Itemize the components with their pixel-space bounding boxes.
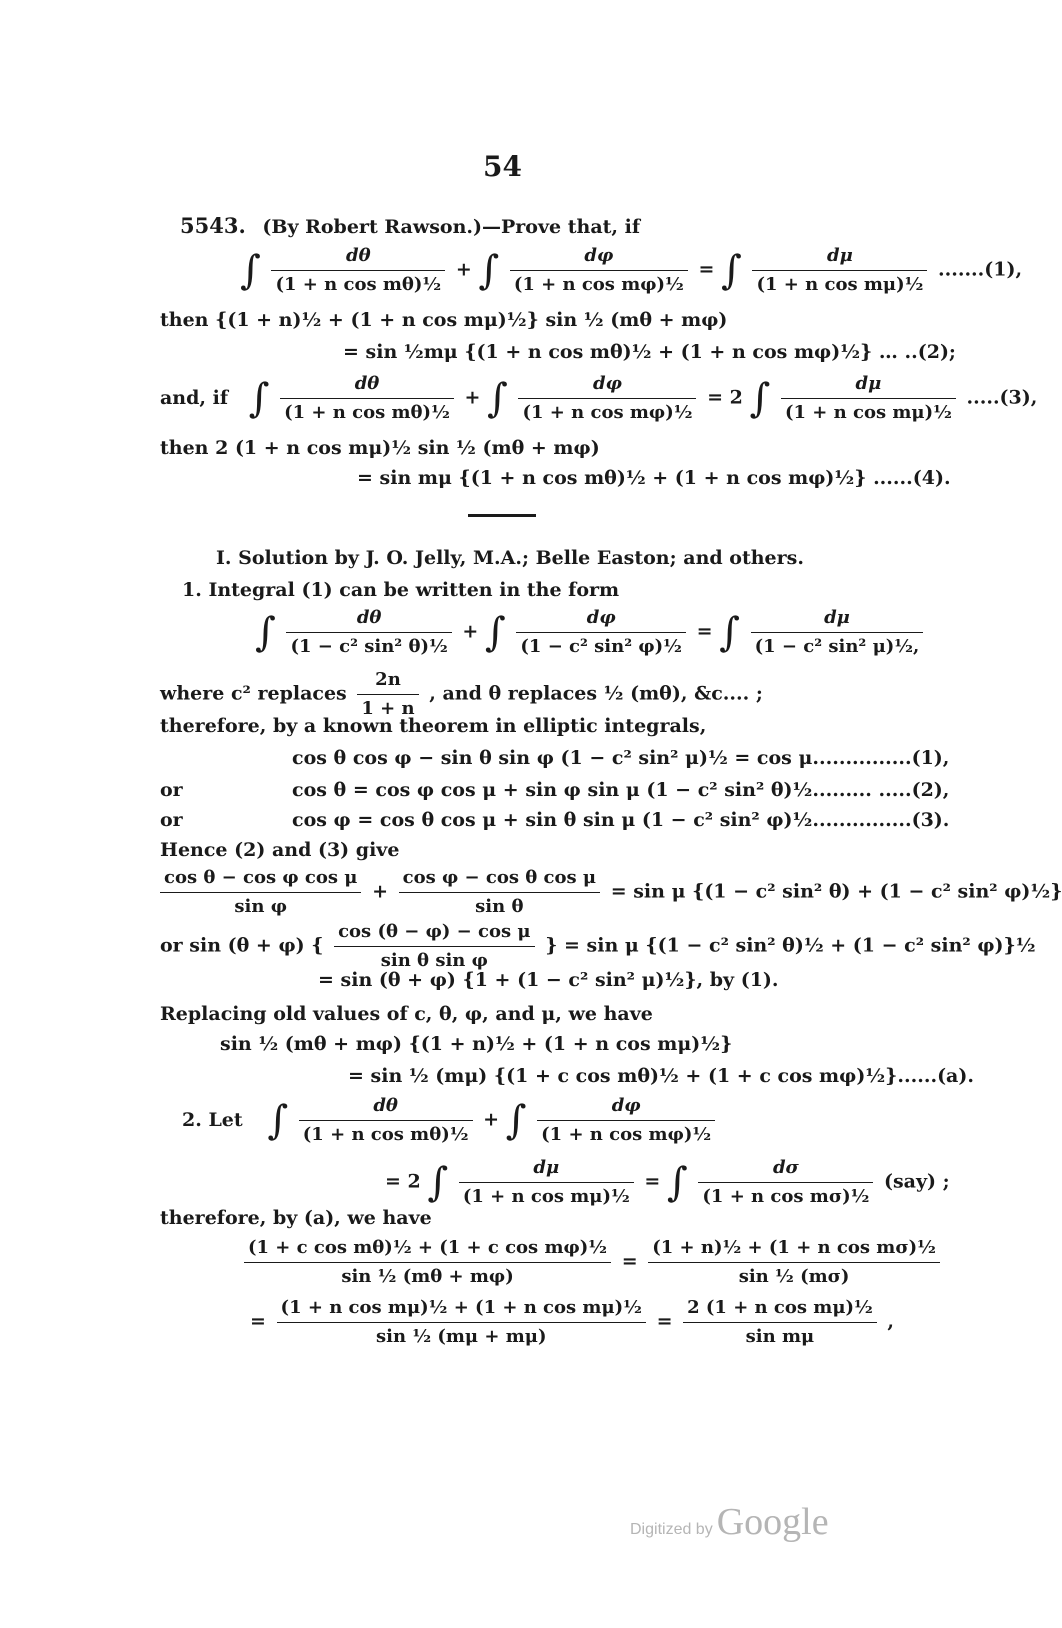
fraction: $\frac{\text{2 (1 + n cos mμ)½}}{\text{sin mμ}}$: [683, 1296, 877, 1349]
equation-3: and, if ∫ $\frac{d\theta}{\text{(1 + n cos mθ)½}}$ + ∫ $\frac{d\varphi}{\text{(1 + n cos mφ)½}}$ = 2 ∫ $\frac{d\mu}{\text{(1 + n cos mμ)½}}$ .....(3),: [160, 373, 1038, 423]
theorem-eq-1: cos θ cos φ − sin θ sin φ (1 − c² sin² μ)½ = cos μ...............(1),: [292, 747, 950, 769]
fraction: $\frac{d\theta}{\text{(1 + n cos mθ)½}}$: [299, 1094, 473, 1147]
integral-sign: ∫: [248, 375, 270, 422]
fraction: $\frac{d\theta}{\text{(1 + n cos mθ)½}}$: [280, 372, 454, 425]
solution-heading: I. Solution by J. O. Jelly, M.A.; Belle Easton; and others.: [216, 547, 804, 569]
fraction: $\frac{2n}{1 + n}$: [357, 668, 418, 721]
integral-sign: ∫: [427, 1159, 449, 1206]
fraction: $\frac{d\varphi}{\text{(1 + n cos mφ)½}}$: [518, 372, 696, 425]
integral-sign: ∫: [255, 609, 276, 656]
replacing-line: Replacing old values of c, θ, φ, and μ, we have: [160, 1003, 653, 1025]
or-equation: or sin (θ + φ) { $\frac{\text{cos (θ − φ) − cos μ}}{\text{sin θ sin φ}}$ } = sin μ {(1 − c² sin² θ)½ + (1 − c² sin² φ)}½: [160, 921, 1036, 971]
page-number: 54: [483, 150, 522, 183]
final-eq-2: = $\frac{\text{(1 + n cos mμ)½ + (1 + n cos mμ)½}}{\text{sin ½ (mμ + mμ)}}$ = $\frac{\text{2 (1 + n cos mμ)½}}{\text{sin mμ}}$ ,: [250, 1297, 895, 1347]
fraction: $\frac{d\mu}{\text{(1 + n cos mμ)½}}$: [752, 244, 927, 297]
problem-number: 5543.: [180, 213, 246, 238]
equation-form: ∫ $\frac{d\theta}{\text{(1 − c² sin² θ)½}}$ + ∫ $\frac{d\varphi}{\text{(1 − c² sin² φ)½}}$ = ∫ $\frac{d\mu}{\text{(1 − c² sin² μ)½,}}$: [255, 606, 927, 659]
integral-sign: ∫: [721, 247, 742, 294]
fraction: $\frac{\text{cos φ − cos θ cos μ}}{\text{sin θ}}$: [399, 866, 600, 919]
step-2-equation-cont: = 2 ∫ $\frac{d\mu}{\text{(1 + n cos mμ)½}}$ = ∫ $\frac{d\sigma}{\text{(1 + n cos mσ)½}}$ (say) ;: [385, 1157, 950, 1207]
integral-sign: ∫: [749, 375, 771, 422]
and-if-label: and, if: [160, 386, 229, 409]
or-label-2: or: [160, 809, 183, 831]
or-label-1: or: [160, 779, 183, 801]
therefore-line-2: therefore, by (a), we have: [160, 1207, 432, 1229]
step-2-equation: 2. Let ∫ $\frac{d\theta}{\text{(1 + n cos mθ)½}}$ + ∫ $\frac{d\varphi}{\text{(1 + n cos mφ)½}}$: [182, 1094, 719, 1147]
fraction: $\frac{d\varphi}{\text{(1 + n cos mφ)½}}$: [510, 244, 688, 297]
then-line-2a: then 2 (1 + n cos mμ)½ sin ½ (mθ + mφ): [160, 437, 600, 459]
therefore-line-1: therefore, by a known theorem in elliptic integrals,: [160, 715, 707, 737]
integral-sign: ∫: [666, 1159, 688, 1206]
theorem-eq-3: cos φ = cos θ cos μ + sin θ sin μ (1 − c² sin² φ)½...............(3).: [292, 809, 950, 831]
integral-sign: ∫: [487, 375, 508, 422]
integral-sign: ∫: [505, 1097, 527, 1144]
watermark: [630, 1500, 829, 1544]
integral-sign: ∫: [240, 247, 261, 294]
hence-line: Hence (2) and (3) give: [160, 839, 400, 861]
then-line-1a: then {(1 + n)½ + (1 + n cos mμ)½} sin ½ (mθ + mφ): [160, 309, 728, 331]
integral-sign: ∫: [484, 609, 506, 656]
problem-heading: [180, 214, 640, 239]
fraction: $\frac{d\varphi}{\text{(1 + n cos mφ)½}}$: [537, 1094, 715, 1147]
watermark-logo: Google: [716, 1501, 829, 1543]
fraction: $\frac{\text{cos θ − cos φ cos μ}}{\text{sin φ}}$: [160, 866, 361, 919]
hence-equation: $\frac{\text{cos θ − cos φ cos μ}}{\text{sin φ}}$ + $\frac{\text{cos φ − cos θ cos μ}}{\text{sin θ}}$ = sin μ {(1 − c² sin² θ) + (1 − c² sin² φ)½}: [156, 866, 1062, 919]
where-line: where c² replaces $\frac{2n}{1 + n}$ , and θ replaces ½ (mθ), &c.... ;: [160, 669, 763, 719]
integral-sign: ∫: [719, 609, 740, 656]
fraction: $\frac{d\varphi}{\text{(1 − c² sin² φ)½}}$: [516, 606, 686, 659]
equation-1: ∫ $\frac{d\theta}{\text{(1 + n cos mθ)½}}$ + ∫ $\frac{d\varphi}{\text{(1 + n cos mφ)½}}$ = ∫ $\frac{d\mu}{\text{(1 + n cos mμ)½}}$ .......(1),: [240, 245, 1023, 295]
fraction: $\frac{d\theta}{\text{(1 + n cos mθ)½}}$: [271, 244, 445, 297]
fraction: $\frac{\text{cos (θ − φ) − cos μ}}{\text{sin θ sin φ}}$: [334, 920, 534, 973]
replaced-eq-1: sin ½ (mθ + mφ) {(1 + n)½ + (1 + n cos mμ)½}: [220, 1033, 733, 1055]
equation-tag: .......(1),: [937, 258, 1023, 281]
integral-sign: ∫: [478, 247, 500, 294]
then-line-2b: = sin mμ {(1 + n cos mθ)½ + (1 + n cos mφ)½} ......(4).: [357, 467, 951, 489]
problem-heading-text: (By Robert Rawson.)—Prove that, if: [262, 216, 641, 238]
fraction: $\frac{\text{(1 + c cos mθ)½ + (1 + c cos mφ)½}}{\text{sin ½ (mθ + mφ)}}$: [244, 1236, 611, 1289]
replaced-eq-2: = sin ½ (mμ) {(1 + c cos mθ)½ + (1 + c cos mφ)½}......(a).: [348, 1065, 974, 1087]
theorem-eq-2: cos θ = cos φ cos μ + sin φ sin μ (1 − c² sin² θ)½......... .....(2),: [292, 779, 950, 801]
fraction: $\frac{d\mu}{\text{(1 + n cos mμ)½}}$: [459, 1156, 634, 1209]
fraction: $\frac{\text{(1 + n)½ + (1 + n cos mσ)½}}{\text{sin ½ (mσ)}}$: [648, 1236, 940, 1289]
fraction: $\frac{d\mu}{\text{(1 + n cos mμ)½}}$: [781, 372, 956, 425]
fraction: $\frac{d\mu}{\text{(1 − c² sin² μ)½,}}$: [751, 606, 924, 659]
step-1-intro: 1. Integral (1) can be written in the form: [182, 579, 620, 601]
then-line-1b: = sin ½mμ {(1 + n cos mθ)½ + (1 + n cos mφ)½} … ..(2);: [343, 341, 956, 363]
integral-sign: ∫: [267, 1097, 289, 1144]
final-eq-1: $\frac{\text{(1 + c cos mθ)½ + (1 + c cos mφ)½}}{\text{sin ½ (mθ + mφ)}}$ = $\frac{\text{(1 + n)½ + (1 + n cos mσ)½}}{\text{sin ½ (mσ)}}$: [240, 1236, 944, 1289]
watermark-small: Digitized by: [630, 1521, 713, 1538]
fraction: $\frac{d\sigma}{\text{(1 + n cos mσ)½}}$: [698, 1156, 873, 1209]
fraction: $\frac{d\theta}{\text{(1 − c² sin² θ)½}}$: [286, 606, 451, 659]
fraction: $\frac{\text{(1 + n cos mμ)½ + (1 + n cos mμ)½}}{\text{sin ½ (mμ + mμ)}}$: [277, 1296, 646, 1349]
section-divider: [468, 514, 536, 517]
equation-tag: .....(3),: [966, 386, 1038, 409]
or-equation-cont: = sin (θ + φ) {1 + (1 − c² sin² μ)½}, by (1).: [318, 969, 779, 991]
